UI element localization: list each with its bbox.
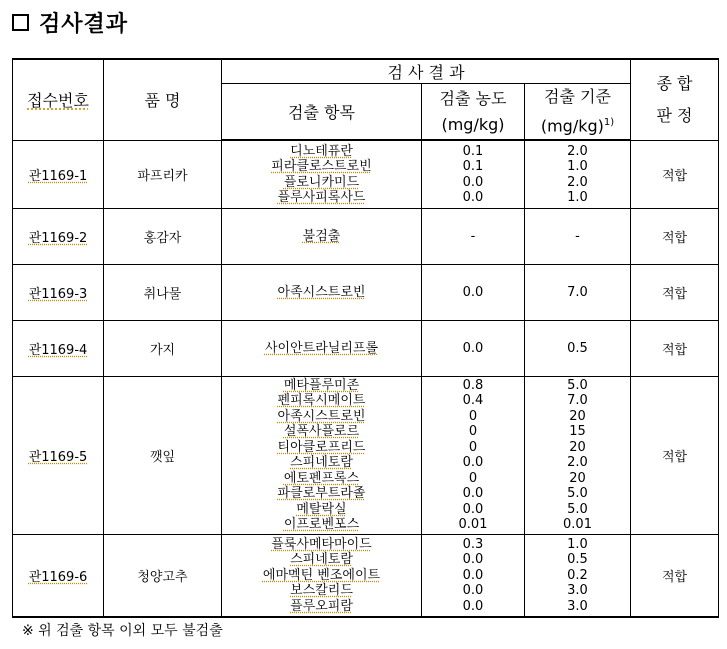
cell-std-line: 3.0: [567, 598, 588, 614]
cell-std: [525, 376, 631, 534]
cell-items: [222, 140, 422, 208]
cell-std: [525, 534, 631, 617]
header-detect-item: 검출 항목: [222, 84, 422, 141]
table-row: [13, 140, 719, 208]
cell-conc-line: 0: [468, 470, 478, 486]
cell-items-line: 보스칼리드: [290, 583, 353, 599]
header-receipt-no: 접수번호: [13, 59, 104, 140]
cell-conc-line: 0.0: [462, 501, 484, 517]
cell-std-line: 0.5: [567, 552, 588, 568]
checkbox-square-icon: [12, 14, 29, 31]
cell-items-line: 설폭사플로르: [283, 424, 360, 440]
cell-items-line: 펜피록시메이트: [277, 393, 366, 409]
cell-items: [222, 320, 422, 376]
cell-std-line: -: [575, 228, 580, 244]
cell-conc: [422, 376, 525, 534]
cell-items-line: 티아클로프리드: [277, 439, 366, 455]
cell-items-line: 디노테퓨란: [290, 143, 353, 159]
cell-conc-line: 0.0: [462, 486, 484, 502]
cell-result: 적합: [631, 320, 719, 376]
cell-conc-line: 0: [468, 424, 478, 440]
cell-items-line: 메타플루미존: [283, 377, 360, 393]
cell-std: [525, 208, 631, 264]
cell-items-line: 파클로부트라졸: [277, 486, 366, 502]
cell-items-line: 플룩사메타마이드: [271, 536, 372, 552]
cell-conc-line: 0.0: [462, 284, 484, 300]
cell-std-line: 0.2: [567, 567, 588, 583]
cell-conc-line: 0.0: [462, 567, 484, 583]
cell-receipt-no: 관1169-3: [13, 264, 104, 320]
cell-conc: [422, 208, 525, 264]
cell-conc-line: 0.3: [462, 536, 484, 552]
cell-conc-line: 0: [468, 408, 478, 424]
cell-std-line: 20: [569, 439, 586, 455]
cell-std-line: 1.0: [567, 159, 588, 175]
title-text: 검사결과: [39, 11, 129, 37]
cell-product: 홍감자: [104, 208, 222, 264]
cell-items-line: 불검출: [302, 228, 341, 244]
header-result-group: 검 사 결 과: [222, 59, 631, 84]
cell-items-line: 플루오피람: [290, 598, 353, 614]
cell-conc-line: 0.0: [462, 340, 484, 356]
cell-std-line: 0.01: [563, 517, 592, 533]
cell-result: 적합: [631, 208, 719, 264]
cell-std-line: 7.0: [567, 393, 588, 409]
cell-std-line: 0.5: [567, 340, 588, 356]
cell-items: [222, 376, 422, 534]
table-row: [13, 264, 719, 320]
cell-receipt-no: 관1169-1: [13, 140, 104, 208]
cell-std-line: 20: [569, 408, 586, 424]
cell-conc-line: 0.0: [462, 455, 484, 471]
table-row: [13, 320, 719, 376]
cell-conc-line: 0.0: [462, 174, 484, 190]
table-row: [13, 376, 719, 534]
cell-std-line: 3.0: [567, 583, 588, 599]
cell-std: [525, 140, 631, 208]
cell-receipt-no: 관1169-4: [13, 320, 104, 376]
cell-items: [222, 264, 422, 320]
cell-items-line: 스피네토람: [290, 455, 353, 471]
header-standard: 검출 기준 $(mg/kg)^{1)}$: [525, 84, 631, 141]
cell-conc-line: 0.8: [462, 377, 484, 393]
cell-product: 가지: [104, 320, 222, 376]
cell-std-line: 20: [569, 470, 586, 486]
cell-conc-line: 0.0: [462, 190, 484, 206]
cell-items-line: 스피네토람: [290, 552, 353, 568]
cell-conc: [422, 264, 525, 320]
footnote: ※ 위 검출 항목 이외 모두 불검출: [22, 623, 223, 639]
cell-conc: [422, 140, 525, 208]
header-product: 품 명: [104, 59, 222, 140]
cell-items-line: 에마멕틴 벤조에이트: [262, 567, 381, 583]
cell-conc-line: -: [470, 228, 476, 244]
cell-receipt-no: 관1169-6: [13, 534, 104, 617]
cell-product: 깻잎: [104, 376, 222, 534]
cell-items-line: 플로니카미드: [283, 174, 360, 190]
cell-items-line: 아족시스트로빈: [277, 284, 366, 300]
cell-conc-line: 0.0: [462, 598, 484, 614]
cell-product: 취나물: [104, 264, 222, 320]
cell-std: [525, 264, 631, 320]
cell-conc-line: 0.1: [462, 143, 484, 159]
cell-conc-line: 0.1: [462, 159, 484, 175]
cell-conc-line: 0: [468, 439, 478, 455]
cell-conc-line: 0.01: [458, 517, 488, 533]
cell-items-line: 사이안트라닐리프롤: [264, 340, 379, 356]
cell-std-line: 1.0: [567, 536, 588, 552]
table-row: [13, 534, 719, 617]
result-table: [12, 58, 719, 618]
cell-items-line: 피라클로스트로빈: [271, 159, 372, 175]
cell-std: [525, 320, 631, 376]
cell-conc: [422, 320, 525, 376]
cell-product: 청양고추: [104, 534, 222, 617]
cell-product: 파프리카: [104, 140, 222, 208]
cell-items-line: 아족시스트로빈: [277, 408, 366, 424]
cell-items: [222, 534, 422, 617]
cell-result: 적합: [631, 140, 719, 208]
cell-receipt-no: 관1169-5: [13, 376, 104, 534]
cell-items-line: 메탈락실: [296, 501, 347, 517]
cell-items-line: 에토펜프록스: [283, 470, 360, 486]
cell-conc: [422, 534, 525, 617]
cell-std-line: 7.0: [567, 284, 588, 300]
cell-std-line: 1.0: [567, 190, 588, 206]
cell-receipt-no: 관1169-2: [13, 208, 104, 264]
cell-conc-line: 0.0: [462, 583, 484, 599]
cell-std-line: 2.0: [567, 455, 588, 471]
header-judgment: 종 합 판 정: [631, 59, 719, 140]
cell-items: [222, 208, 422, 264]
cell-result: 적합: [631, 264, 719, 320]
cell-conc-line: 0.0: [462, 552, 484, 568]
cell-items-line: 플루사피록사드: [277, 190, 366, 206]
cell-std-line: 15: [569, 424, 586, 440]
cell-std-line: 2.0: [567, 174, 588, 190]
page-title: [12, 6, 128, 38]
cell-conc-line: 0.4: [462, 393, 484, 409]
cell-result: 적합: [631, 376, 719, 534]
cell-result: 적합: [631, 534, 719, 617]
cell-std-line: 5.0: [567, 501, 588, 517]
header-detect-conc: 검출 농도 (mg/kg): [422, 84, 525, 141]
cell-std-line: 5.0: [567, 486, 588, 502]
cell-std-line: 2.0: [567, 143, 588, 159]
cell-items-line: 이프로벤포스: [283, 517, 360, 533]
cell-std-line: 5.0: [567, 377, 588, 393]
table-row: [13, 208, 719, 264]
